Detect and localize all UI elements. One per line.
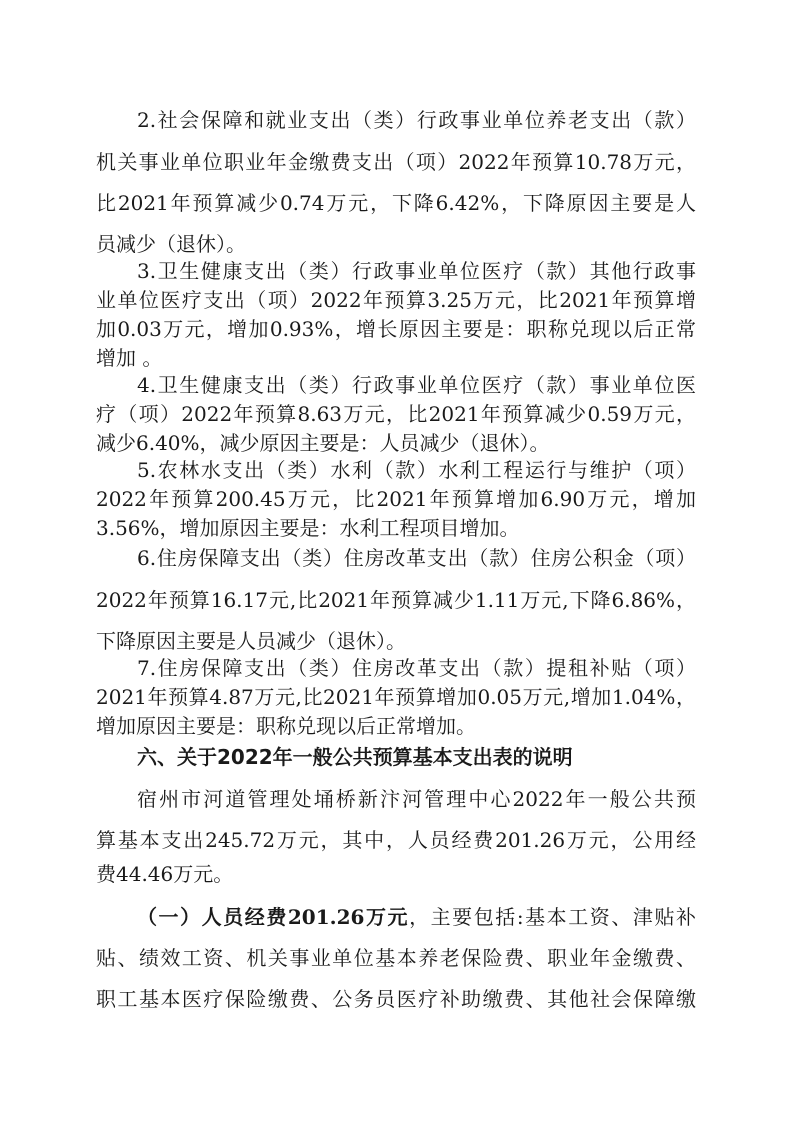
section-heading: 六、关于2022年一般公共预算基本支出表的说明 xyxy=(137,745,573,769)
text-line: 减少6.40%，减少原因主要是：人员减少（退休）。 xyxy=(96,431,550,455)
text-line: 3.56%，增加原因主要是：水利工程项目增加。 xyxy=(96,516,520,540)
text-line: 增加 。 xyxy=(96,346,163,370)
text-line: 费44.46万元。 xyxy=(96,862,234,886)
text-line: 算基本支出245.72万元，其中，人员经费201.26万元，公用经 xyxy=(96,828,696,852)
text-line: 加0.03万元，增加0.93%，增长原因主要是：职称兑现以后正常 xyxy=(96,317,696,341)
text-line: 2.社会保障和就业支出（类）行政事业单位养老支出（款） xyxy=(137,108,696,132)
text-line: 5.农林水支出（类）水利（款）水利工程运行与维护（项） xyxy=(137,458,696,482)
text-line: 业单位医疗支出（项）2022年预算3.25万元，比2021年预算增 xyxy=(96,288,696,312)
text-line: 2022年预算200.45万元，比2021年预算增加6.90万元，增加 xyxy=(96,487,696,511)
text-line: 2022年预算16.17元,比2021年预算减少1.11万元,下降6.86%， xyxy=(96,588,696,612)
text-line: 疗（项）2022年预算8.63万元，比2021年预算减少0.59万元， xyxy=(96,402,696,426)
text-line: 机关事业单位职业年金缴费支出（项）2022年预算10.78万元， xyxy=(96,150,696,174)
bold-lead-text: （一）人员经费201.26万元 xyxy=(137,905,410,929)
text-line: 7.住房保障支出（类）住房改革支出（款）提租补贴（项） xyxy=(137,656,696,680)
text-line: 下降原因主要是人员减少（退休）。 xyxy=(96,629,406,653)
text-line: 4.卫生健康支出（类）行政事业单位医疗（款）事业单位医 xyxy=(137,373,696,397)
lead-rest-text: ，主要包括:基本工资、津贴补 xyxy=(409,905,696,929)
text-line: 员减少（退休）。 xyxy=(96,232,246,256)
text-line: 贴、绩效工资、机关事业单位基本养老保险费、职业年金缴费、 xyxy=(96,946,696,970)
text-line: 比2021年预算减少0.74万元，下降6.42%，下降原因主要是人 xyxy=(96,191,696,215)
text-line: 职工基本医疗保险缴费、公务员医疗补助缴费、其他社会保障缴 xyxy=(96,987,696,1011)
text-line: 6.住房保障支出（类）住房改革支出（款）住房公积金（项） xyxy=(137,546,696,570)
text-line xyxy=(137,904,696,930)
text-line: 宿州市河道管理处埇桥新汴河管理中心2022年一般公共预 xyxy=(137,787,696,811)
text-line: 2021年预算4.87万元,比2021年预算增加0.05万元,增加1.04%， xyxy=(96,685,696,709)
text-line: 增加原因主要是：职称兑现以后正常增加。 xyxy=(96,714,476,738)
text-line: 3.卫生健康支出（类）行政事业单位医疗（款）其他行政事 xyxy=(137,259,696,283)
